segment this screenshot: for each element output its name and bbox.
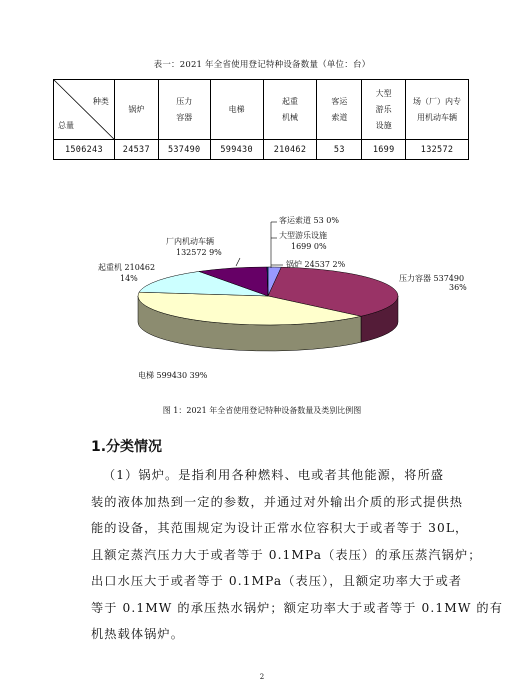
value-ropeway: 53 <box>317 140 362 160</box>
corner-label-type: 种类 <box>92 97 109 106</box>
figure-caption: 图 1：2021 年全省使用登记特种设备数量及类别比例图 <box>162 406 362 415</box>
value-pressure-vessel: 537490 <box>158 140 210 160</box>
pie-label-4: 132572 9% <box>176 248 222 257</box>
pie-label-5: 客运索道 53 0% <box>279 216 339 225</box>
header-lifting-machinery: 起重 机械 <box>263 80 317 140</box>
value-site-vehicles: 132572 <box>406 140 469 160</box>
table-caption: 表一：2021 年全省使用登记特种设备数量（单位：台） <box>153 60 371 70</box>
pie-leader-lines <box>236 222 283 268</box>
value-total: 1506243 <box>54 140 115 160</box>
pie-label-2: 电梯 599430 39% <box>138 371 208 380</box>
pie-label-3: 14% <box>120 274 138 283</box>
section-heading: 1.分类情况 <box>91 439 163 455</box>
pie-label-6: 1699 0% <box>291 242 327 251</box>
pie-leader-vehicle <box>236 258 240 266</box>
paragraph-line: 且额定蒸汽压力大于或者等于 0.1MPa（表压）的承压蒸汽锅炉； <box>91 547 482 562</box>
header-ropeway: 客运 索道 <box>317 80 362 140</box>
paragraph-line: 等于 0.1MW 的承压热水锅炉；额定功率大于或者等于 0.1MW 的有 <box>91 600 503 615</box>
value-amusement-facility: 1699 <box>362 140 406 160</box>
pie-label-4: 厂内机动车辆 <box>166 237 214 246</box>
header-site-vehicles: 场（厂）内专 用机动车辆 <box>406 80 469 140</box>
paragraph-line: 出口水压大于或者等于 0.1MPa（表压），且额定功率大于或者 <box>91 574 463 588</box>
pie-label-1: 36% <box>449 283 467 292</box>
paragraph-line: 能的设备，其范围规定为设计正常水位容积大于或者等于 30L， <box>91 521 469 535</box>
pie-label-1: 压力容器 537490 <box>399 274 465 283</box>
paragraph-line: （1）锅炉。是指利用各种燃料、电或者其他能源，将所盛 <box>103 468 445 482</box>
header-boiler: 锅炉 <box>114 80 158 140</box>
header-pressure-vessel: 压力 容器 <box>158 80 210 140</box>
value-lifting-machinery: 210462 <box>263 140 317 160</box>
corner-label-total: 总量 <box>58 121 74 130</box>
value-elevator: 599430 <box>210 140 263 160</box>
pie-top-faces <box>138 267 398 325</box>
pie-label-6: 大型游乐设施 <box>279 231 327 240</box>
header-elevator: 电梯 <box>210 80 263 140</box>
boiler-paragraph <box>91 462 503 648</box>
paragraph-line: 机热载体锅炉。 <box>91 627 185 641</box>
value-boiler: 24537 <box>114 140 158 160</box>
page-number: 2 <box>259 673 265 681</box>
pie-label-3: 起重机 210462 <box>98 263 156 272</box>
header-amusement-facility: 大型 游乐 设施 <box>362 80 406 140</box>
paragraph-line: 装的液体加热到一定的参数，并通过对外输出介质的形式提供热 <box>91 494 464 509</box>
pie-label-0: 锅炉 24537 2% <box>286 260 346 269</box>
